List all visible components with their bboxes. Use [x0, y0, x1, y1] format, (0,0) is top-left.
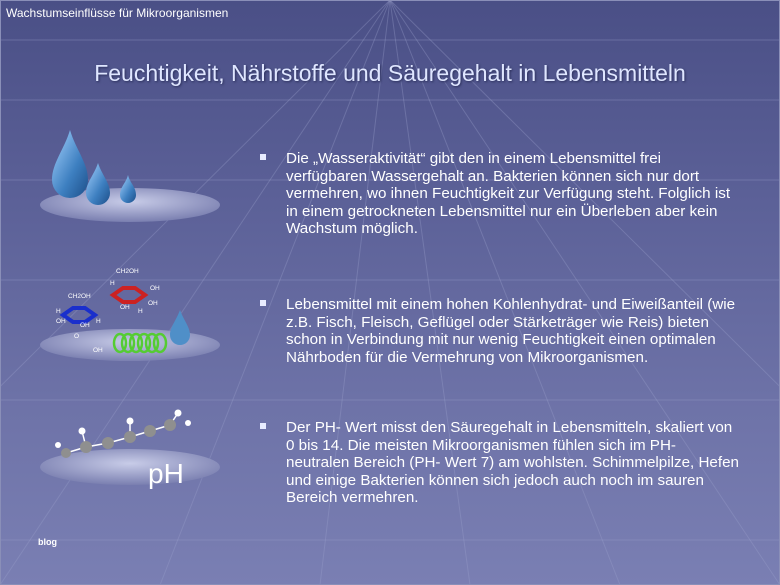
oh-label: OH: [148, 300, 158, 307]
page-title: Feuchtigkeit, Nährstoffe und Säuregehalt in Lebensmitteln: [94, 60, 686, 86]
h-label: H: [96, 318, 101, 325]
footer-logo: blog: [38, 537, 57, 547]
bullet-marker-icon: [260, 423, 266, 429]
bullet-text: Der PH- Wert misst den Säuregehalt in Lebensmitteln, skaliert von 0 bis 14. Die meisten Mikroorganismen fühlen sich im PH- neutralen Bereich (PH- Wert 7) am wohlsten. Schimmelpilze, Hefen und einige Bakterien können sich jedoch auch noch im sauren Bereich vermehren.: [286, 419, 739, 506]
ph-illustration: [38, 405, 224, 495]
bullet-text: Lebensmittel mit einem hohen Kohlenhydrat- und Eiweißanteil (wie z.B. Fisch, Fleisch, Geflügel oder Stärketräger wie Reis) bieten schon in Verbindung mit nur wenig Feuchtigkeit einen optimalen Nährboden für die Vermehrung von Mikroorganismen.: [286, 296, 736, 366]
oh-label: OH: [80, 322, 90, 329]
ch2oh-left-label: CH2OH: [68, 293, 91, 300]
ch2oh-right-label: CH2OH: [116, 268, 139, 275]
header-label: Wachstumseinflüsse für Mikroorganismen: [6, 6, 229, 20]
red-ring-icon: [113, 288, 145, 302]
oh-label: OH: [56, 318, 66, 325]
ph-label: pH: [148, 458, 184, 489]
bullet-text: Die „Wasseraktivität“ gibt den in einem Lebensmittel frei verfügbaren Wassergehalt an. Bakterien können sich nur dort vermehren, wo ihnen Feuchtigkeit zur Verfügung steht. Folglich ist in einem getrockneten Lebensmittel nur ein Überleben aber kein Wachstum möglich.: [286, 150, 731, 237]
h-label: H: [56, 308, 61, 315]
h-label: H: [110, 280, 115, 287]
o-label: O: [74, 333, 80, 340]
large-drop-icon: [52, 130, 88, 198]
carbohydrate-molecule-illustration: [38, 265, 224, 370]
drop-icon: [170, 310, 190, 345]
small-drop-icon: [120, 175, 136, 203]
bullet-marker-icon: [260, 300, 266, 306]
medium-drop-icon: [86, 163, 110, 205]
oh-label: OH: [150, 285, 160, 292]
h-label: H: [138, 308, 143, 315]
oh-label: OH: [93, 347, 103, 354]
bullet-marker-icon: [260, 154, 266, 160]
blue-ring-icon: [63, 308, 95, 322]
oh-label: OH: [120, 304, 130, 311]
water-drops-illustration: [38, 125, 224, 225]
